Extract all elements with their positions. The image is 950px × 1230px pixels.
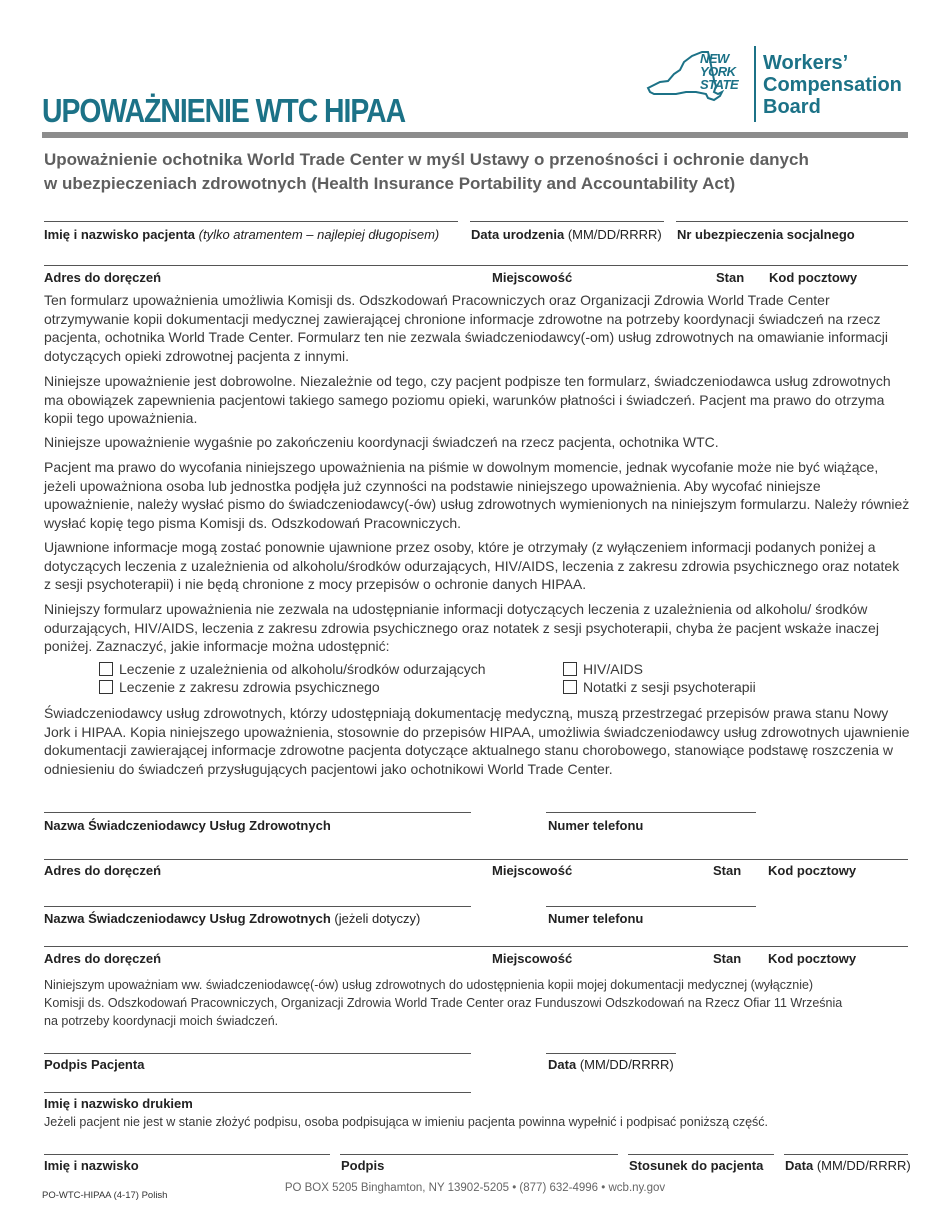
rep-relationship-label: Stosunek do pacjenta xyxy=(629,1158,764,1173)
wcb-logo-text xyxy=(763,52,902,118)
provider1-zip-label: Kod pocztowy xyxy=(768,863,857,878)
provider1-address-field[interactable] xyxy=(44,859,908,860)
provider2-zip-label: Kod pocztowy xyxy=(768,951,857,966)
paragraph: Niniejsze upoważnienie wygaśnie po zakończeniu koordynacji świadczeń na rzecz pacjenta, ochotnika WTC. xyxy=(44,434,719,450)
paragraph: Niniejszy formularz upoważnienia nie zezwala na udostępnianie informacji dotyczących leczenia z uzależnienia od alkoholu/ środków odurzających, HIV/AIDS, leczenia z zakresu zdrowia psychicznego oraz notatek z sesji psychoterapii, chyba że pacjent wskaże inaczej poniżej. Zaznaczyć, jakie informacje można udostępnić: xyxy=(44,601,879,654)
dob-label: Data urodzenia (MM/DD/RRRR) xyxy=(471,227,662,242)
printed-name-label: Imię i nazwisko drukiem xyxy=(44,1096,193,1111)
provider1-city-label: Miejscowość xyxy=(492,863,573,878)
rep-signature-label: Podpis xyxy=(341,1158,385,1173)
provider2-state-label: Stan xyxy=(713,951,742,966)
subtitle-line: Upoważnienie ochotnika World Trade Center w myśl Ustawy o przenośności i ochronie danych xyxy=(44,150,809,169)
checkbox-label: Leczenie z uzależnienia od alkoholu/środków odurzających xyxy=(119,661,486,677)
checkbox-psychotherapy-notes[interactable] xyxy=(563,679,756,695)
ny-logo-word: NEW xyxy=(700,51,729,66)
provider2-name-label: Nazwa Świadczeniodawcy Usług Zdrowotnych (jeżeli dotyczy) xyxy=(44,911,421,926)
checkbox-label: Leczenie z zakresu zdrowia psychicznego xyxy=(119,679,380,695)
header-rule xyxy=(42,132,908,138)
form-subtitle xyxy=(44,148,904,196)
checkbox-substance-abuse[interactable] xyxy=(99,661,486,677)
ny-state-logo-text xyxy=(700,52,738,91)
form-title: UPOWAŻNIENIE WTC HIPAA xyxy=(42,92,406,129)
patient-name-label: Imię i nazwisko pacjenta (tylko atramentem – najlepiej długopisem) xyxy=(44,227,440,242)
patient-name-field[interactable] xyxy=(44,221,458,222)
provider2-name-field[interactable] xyxy=(44,906,471,907)
rep-name-label: Imię i nazwisko xyxy=(44,1158,139,1173)
checkbox-mental-health[interactable] xyxy=(99,679,380,695)
printed-name-field[interactable] xyxy=(44,1092,471,1093)
form-code: PO-WTC-HIPAA (4-17) Polish xyxy=(42,1190,168,1201)
logo-divider xyxy=(754,46,756,122)
zip-label: Kod pocztowy xyxy=(769,270,858,285)
paragraph: Świadczeniodawcy usług zdrowotnych, którzy udostępniają dokumentację medyczną, muszą przestrzegać przepisów prawa stanu Nowy Jork i HIPAA. Kopia niniejszego upoważnienia, stosownie do przepisów HIPAA, umożliwia świadczeniodawcy usług zdrowotnych ujawnienie dokumentacji zawierającej informacje zdrowotne pacjenta dotyczące aktualnego stanu chorobowego, stanowiące podstawę roszczenia w odniesieniu do świadczeń przysługujących pacjentowi jako ochotnikowi World Trade Center. xyxy=(44,705,910,777)
wcb-logo-word: Compensation xyxy=(763,74,902,96)
rep-date-field[interactable] xyxy=(784,1154,908,1155)
provider2-address-label: Adres do doręczeń xyxy=(44,951,162,966)
checkbox-box[interactable] xyxy=(99,662,113,676)
rep-date-label: Data (MM/DD/RRRR) xyxy=(785,1158,911,1173)
paragraph: Ten formularz upoważnienia umożliwia Komisji ds. Odszkodowań Pracowniczych oraz Organizacji Zdrowia World Trade Center otrzymywanie kopii dokumentacji medycznej zawierającej chronione informacje zdrowotne na potrzeby koordynacji świadczeń na rzecz pacjenta, ochotnika World Trade Center. Formularz ten nie zezwala świadczeniodawcy(-om) usług zdrowotnych na omawianie informacji dotyczących opieki zdrowotnej pacjenta z innymi. xyxy=(44,292,889,364)
patient-address-field[interactable] xyxy=(44,265,908,266)
ssn-field[interactable] xyxy=(676,221,908,222)
ny-logo-word: YORK xyxy=(700,64,736,79)
checkbox-hiv-aids[interactable] xyxy=(563,661,643,677)
patient-signature-field[interactable] xyxy=(44,1053,471,1054)
signature-date-field[interactable] xyxy=(546,1053,676,1054)
checkbox-box[interactable] xyxy=(99,680,113,694)
rep-name-field[interactable] xyxy=(44,1154,330,1155)
provider2-address-field[interactable] xyxy=(44,946,908,947)
city-label: Miejscowość xyxy=(492,270,573,285)
checkbox-box[interactable] xyxy=(563,680,577,694)
checkbox-label: Notatki z sesji psychoterapii xyxy=(583,679,756,695)
subtitle-line: w ubezpieczeniach zdrowotnych (Health Insurance Portability and Accountability Act) xyxy=(44,174,736,193)
checkbox-box[interactable] xyxy=(563,662,577,676)
rep-signature-field[interactable] xyxy=(340,1154,618,1155)
state-label: Stan xyxy=(716,270,745,285)
provider1-phone-label: Numer telefonu xyxy=(548,818,644,833)
representative-note: Jeżeli pacjent nie jest w stanie złożyć podpisu, osoba podpisująca w imieniu pacjenta powinna wypełnić i podpisać poniższą część. xyxy=(44,1115,769,1129)
wcb-logo-word: Workers’ xyxy=(763,52,849,74)
checkbox-label: HIV/AIDS xyxy=(583,661,643,677)
paragraph: Ujawnione informacje mogą zostać ponownie ujawnione przez osoby, które je otrzymały (z wyłączeniem informacji podanych poniżej a dotyczących leczenia z uzależnienia od alkoholu/środków odurzających, HIV/AIDS, leczenia z zakresu zdrowia psychicznego oraz notatek z sesji psychoterapii) i nie będą chronione z mocy przepisów o ochronie danych HIPAA. xyxy=(44,539,900,592)
dob-field[interactable] xyxy=(470,221,664,222)
address-label: Adres do doręczeń xyxy=(44,270,162,285)
authorization-text: Niniejszym upoważniam ww. świadczeniodawcę(-ów) usług zdrowotnych do udostępnienia kopii mojej dokumentacji medycznej (wyłącznie) Komisji ds. Odszkodowań Pracowniczych, Organizacji Zdrowia World Trade Center oraz Funduszowi Odszkodowań na Rzecz Ofiar 11 Września na potrzeby koordynacji moich świadczeń. xyxy=(44,978,843,1028)
paragraph: Niniejsze upoważnienie jest dobrowolne. Niezależnie od tego, czy pacjent podpisze ten formularz, świadczeniodawca usług zdrowotnych ma obowiązek zapewnienia pacjentowi takiego samego poziomu opieki, warunków płatności i świadczeń. Pacjent ma prawo do otrzyma kopii tego upoważnienia. xyxy=(44,373,891,426)
provider1-phone-field[interactable] xyxy=(546,812,756,813)
ssn-label: Nr ubezpieczenia socjalnego xyxy=(677,227,855,242)
signature-date-label: Data (MM/DD/RRRR) xyxy=(548,1057,674,1072)
footer-address: PO BOX 5205 Binghamton, NY 13902-5205 • (877) 632-4996 • wcb.ny.gov xyxy=(284,1182,666,1194)
provider2-phone-label: Numer telefonu xyxy=(548,911,644,926)
provider2-city-label: Miejscowość xyxy=(492,951,573,966)
rep-relationship-field[interactable] xyxy=(628,1154,774,1155)
ny-logo-word: STATE xyxy=(700,77,739,92)
provider1-name-field[interactable] xyxy=(44,812,471,813)
paragraph: Pacjent ma prawo do wycofania niniejszego upoważnienia na piśmie w dowolnym momencie, jednak wycofanie może nie być wiążące, jeżeli upoważniona osoba lub jednostka podjęła już czynności na podstawie niniejszego upoważnienia. Aby wycofać niniejsze upoważnienie, należy wysłać pismo do świadczeniodawcy(-ów) usług zdrowotnych wymienionych na niniejszym formularzu. Należy również wysłać kopię tego pisma Komisji ds. Odszkodowań Pracowniczych. xyxy=(44,459,910,531)
provider2-phone-field[interactable] xyxy=(546,906,756,907)
provider1-address-label: Adres do doręczeń xyxy=(44,863,162,878)
wcb-logo-word: Board xyxy=(763,96,821,118)
patient-signature-label: Podpis Pacjenta xyxy=(44,1057,145,1072)
provider1-state-label: Stan xyxy=(713,863,742,878)
provider1-name-label: Nazwa Świadczeniodawcy Usług Zdrowotnych xyxy=(44,818,331,833)
